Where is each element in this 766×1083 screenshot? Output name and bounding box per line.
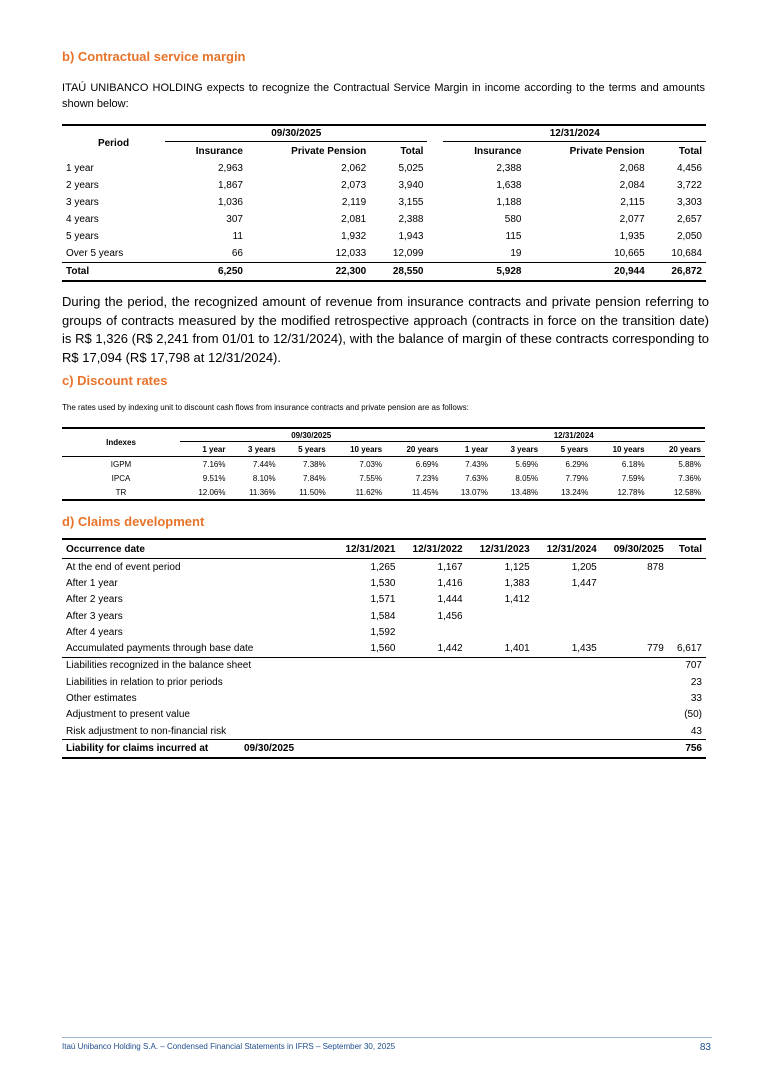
final-row: Liability for claims incurred at 09/30/2025 756 [62, 740, 706, 759]
claims-development-table: Occurrence date 12/31/2021 12/31/2022 12/31/2023 12/31/2024 09/30/2025 Total At the end of event period 1,265 1,167 1,125 1,205 878 After 1 year 1,530 1,416 1,383 1,447 After 2 years 1,571 1,444 1,412 After 3 years 1,584 1,456 After 4 years 1,592 Accumulated payments through base date 1,560 1,442 1,401 1,435 779 6,617 Liabilities recognized in the balance sheet 707 Liabilities in relation to prior periods 23 Other estimates 33 Adjustment to present value (50) Risk adjustment to non-financial risk 43 Liability for claims incurred at 09/30/2025 756 [62, 538, 706, 759]
section-c-title: c) Discount rates [62, 373, 168, 388]
discount-rates-table: Indexes 09/30/2025 12/31/2024 1 year 3 years 5 years 10 years 20 years 1 year 3 years 5 years 10 years 20 years IGPM 7.16% 7.44% 7.38% 7.03% 6.69% 7.43% 5.69% 6.29% 6.18% 5.88% IPCA 9.51% 8.10% 7.84% 7.55% 7.23% 7.63% 8.05% 7.79% 7.59% 7.36% TR 12.06% 11.36% 11.50% 11.62% 11.45% 13.07% 13.48% 13.24% 12.78% 12.58% [62, 427, 705, 501]
table-row: After 3 years 1,584 1,456 [66, 610, 463, 622]
table-row: 1 year 2,963 2,062 5,025 2,388 2,068 4,456 [66, 163, 702, 174]
contractual-service-margin-table [62, 124, 706, 282]
section-b-title: b) Contractual service margin [62, 49, 246, 64]
table-row: TR 12.06% 11.36% 11.50% 11.62% 11.45% 13.07% 13.48% 13.24% 12.78% 12.58% [115, 487, 701, 497]
table-row: After 1 year 1,530 1,416 1,383 1,447 [66, 577, 597, 589]
page-number: 83 [699, 1042, 711, 1053]
col-header: Total [400, 145, 424, 157]
section-d-title: d) Claims development [62, 514, 205, 529]
table-row: Other estimates 33 [66, 693, 702, 705]
footer-text: Itaú Unibanco Holding S.A. – Condensed Financial Statements in IFRS – September 30, 2025 [62, 1042, 396, 1051]
table-row: 5 years 11 1,932 1,943 115 1,935 2,050 [66, 231, 702, 242]
group-header-1: 09/30/2025 [180, 428, 442, 442]
group-header-2: 12/31/2024 [442, 428, 705, 442]
table-row: Liabilities recognized in the balance sheet 707 [62, 657, 706, 674]
table-row: Risk adjustment to non-financial risk 43 [66, 725, 702, 737]
group-header-1: 09/30/2025 [165, 125, 427, 142]
section-c-intro: The rates used by indexing unit to discount cash flows from insurance contracts and private pension are as follows: [62, 403, 469, 412]
section-b-paragraph: During the period, the recognized amount of revenue from insurance contracts and private pension referring to groups of contracts measured by the modified retrospective approach (contracts in force on the transition date) is R$ 1,326 (R$ 2,241 from 01/01 to 12/31/2024), with the balance of margin of these contracts corresponding to R$ 17,094 (R$ 17,798 at 12/31/2024). [62, 294, 709, 365]
col-header: Total [678, 145, 702, 157]
table-row: Over 5 years 66 12,033 12,099 19 10,665 10,684 [66, 248, 702, 259]
table-row: IGPM 7.16% 7.44% 7.38% 7.03% 6.69% 7.43% 5.69% 6.29% 6.18% 5.88% [110, 459, 701, 469]
table-row: 4 years 307 2,081 2,388 580 2,077 2,657 [66, 214, 702, 225]
footer-divider [62, 1037, 712, 1038]
occurrence-date-header: Occurrence date [62, 539, 332, 559]
col-header: Insurance [474, 145, 522, 157]
table-row: At the end of event period 1,265 1,167 1,125 1,205 878 [66, 561, 664, 573]
section-b-intro: ITAÚ UNIBANCO HOLDING expects to recognize the Contractual Service Margin in income according to the terms and amounts shown below: [62, 82, 705, 110]
table-row: After 2 years 1,571 1,444 1,412 [66, 594, 530, 606]
indexes-header: Indexes [62, 428, 180, 457]
table-row: 2 years 1,867 2,073 3,940 1,638 2,084 3,722 [66, 180, 702, 191]
col-header: Insurance [195, 145, 243, 157]
col-header: Private Pension [569, 145, 645, 157]
table-row: 3 years 1,036 2,119 3,155 1,188 2,115 3,303 [66, 197, 702, 208]
col-header: Private Pension [291, 145, 367, 157]
group-header-2: 12/31/2024 [443, 125, 706, 142]
table-row: Adjustment to present value (50) [66, 709, 702, 721]
table-row: Accumulated payments through base date 1,560 1,442 1,401 1,435 779 6,617 [66, 643, 702, 655]
table-row: IPCA 9.51% 8.10% 7.84% 7.55% 7.23% 7.63% 8.05% 7.79% 7.59% 7.36% [111, 473, 701, 483]
period-header: Period [97, 137, 130, 149]
table-row: After 4 years 1,592 [66, 626, 396, 638]
total-row: Total 6,250 22,300 28,550 5,928 20,944 26,872 [62, 263, 706, 282]
table-row: Liabilities in relation to prior periods 23 [66, 676, 702, 688]
